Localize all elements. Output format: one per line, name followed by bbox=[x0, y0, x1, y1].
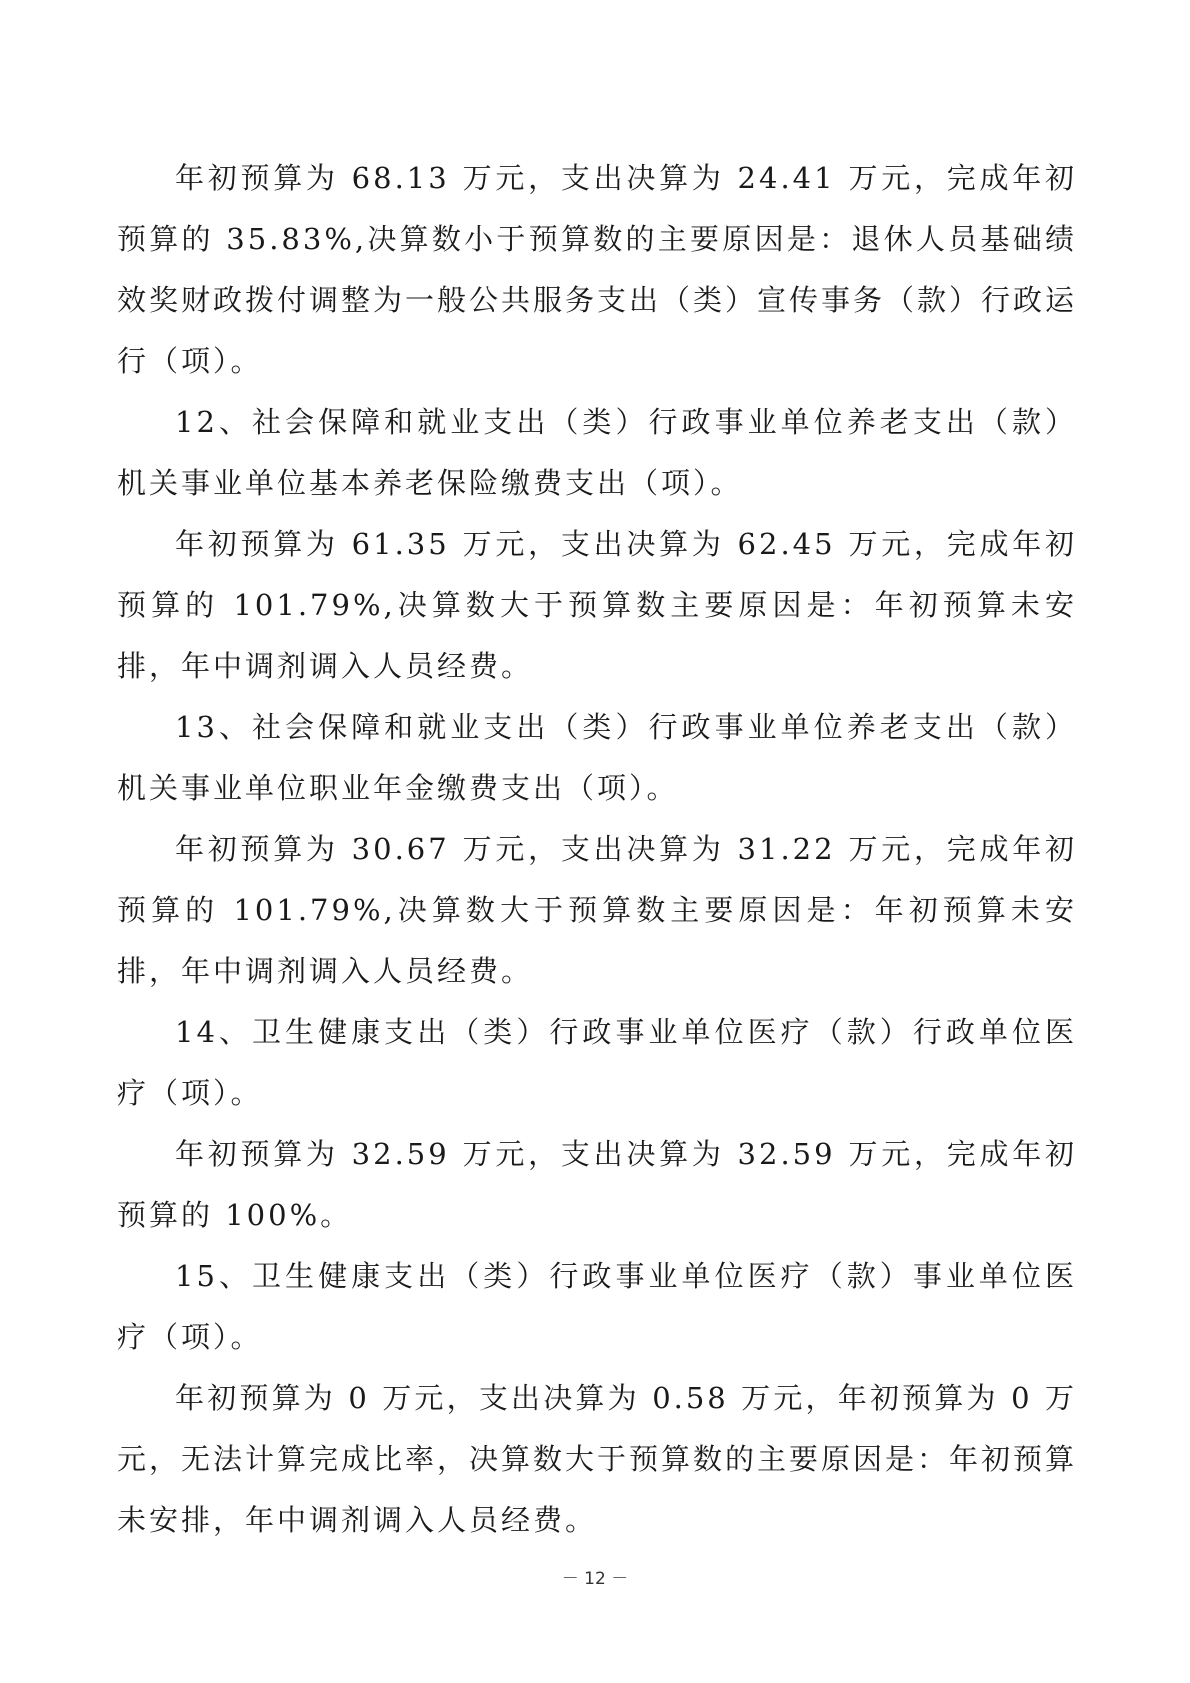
paragraph-item-14-budget: 年初预算为 32.59 万元，支出决算为 32.59 万元，完成年初预算的 100%。 bbox=[117, 1137, 1077, 1232]
paragraph-item-12-heading: 12、社会保障和就业支出（类）行政事业单位养老支出（款）机关事业单位基本养老保险缴费支出（项）。 bbox=[117, 405, 1077, 500]
paragraph-item-15-heading: 15、卫生健康支出（类）行政事业单位医疗（款）事业单位医疗（项）。 bbox=[117, 1259, 1077, 1354]
page-number: － 12 － bbox=[561, 1569, 629, 1589]
document-body bbox=[117, 148, 1077, 1551]
paragraph-item-15-budget: 年初预算为 0 万元，支出决算为 0.58 万元，年初预算为 0 万元，无法计算完成比率，决算数大于预算数的主要原因是：年初预算未安排，年中调剂调入人员经费。 bbox=[117, 1381, 1078, 1537]
paragraph-item-13-heading: 13、社会保障和就业支出（类）行政事业单位养老支出（款）机关事业单位职业年金缴费支出（项）。 bbox=[117, 710, 1077, 805]
paragraph-item-14-heading: 14、卫生健康支出（类）行政事业单位医疗（款）行政单位医疗（项）。 bbox=[117, 1015, 1077, 1110]
paragraph-item-13-budget: 年初预算为 30.67 万元，支出决算为 31.22 万元，完成年初预算的 101.79%,决算数大于预算数主要原因是：年初预算未安排，年中调剂调入人员经费。 bbox=[117, 832, 1077, 988]
paragraph-budget-retiree: 年初预算为 68.13 万元，支出决算为 24.41 万元，完成年初预算的 35.83%,决算数小于预算数的主要原因是：退休人员基础绩效奖财政拨付调整为一般公共服务支出（类）宣传事务（款）行政运行（项）。 bbox=[117, 161, 1078, 378]
paragraph-item-12-budget: 年初预算为 61.35 万元，支出决算为 62.45 万元，完成年初预算的 101.79%,决算数大于预算数主要原因是：年初预算未安排，年中调剂调入人员经费。 bbox=[117, 527, 1077, 683]
